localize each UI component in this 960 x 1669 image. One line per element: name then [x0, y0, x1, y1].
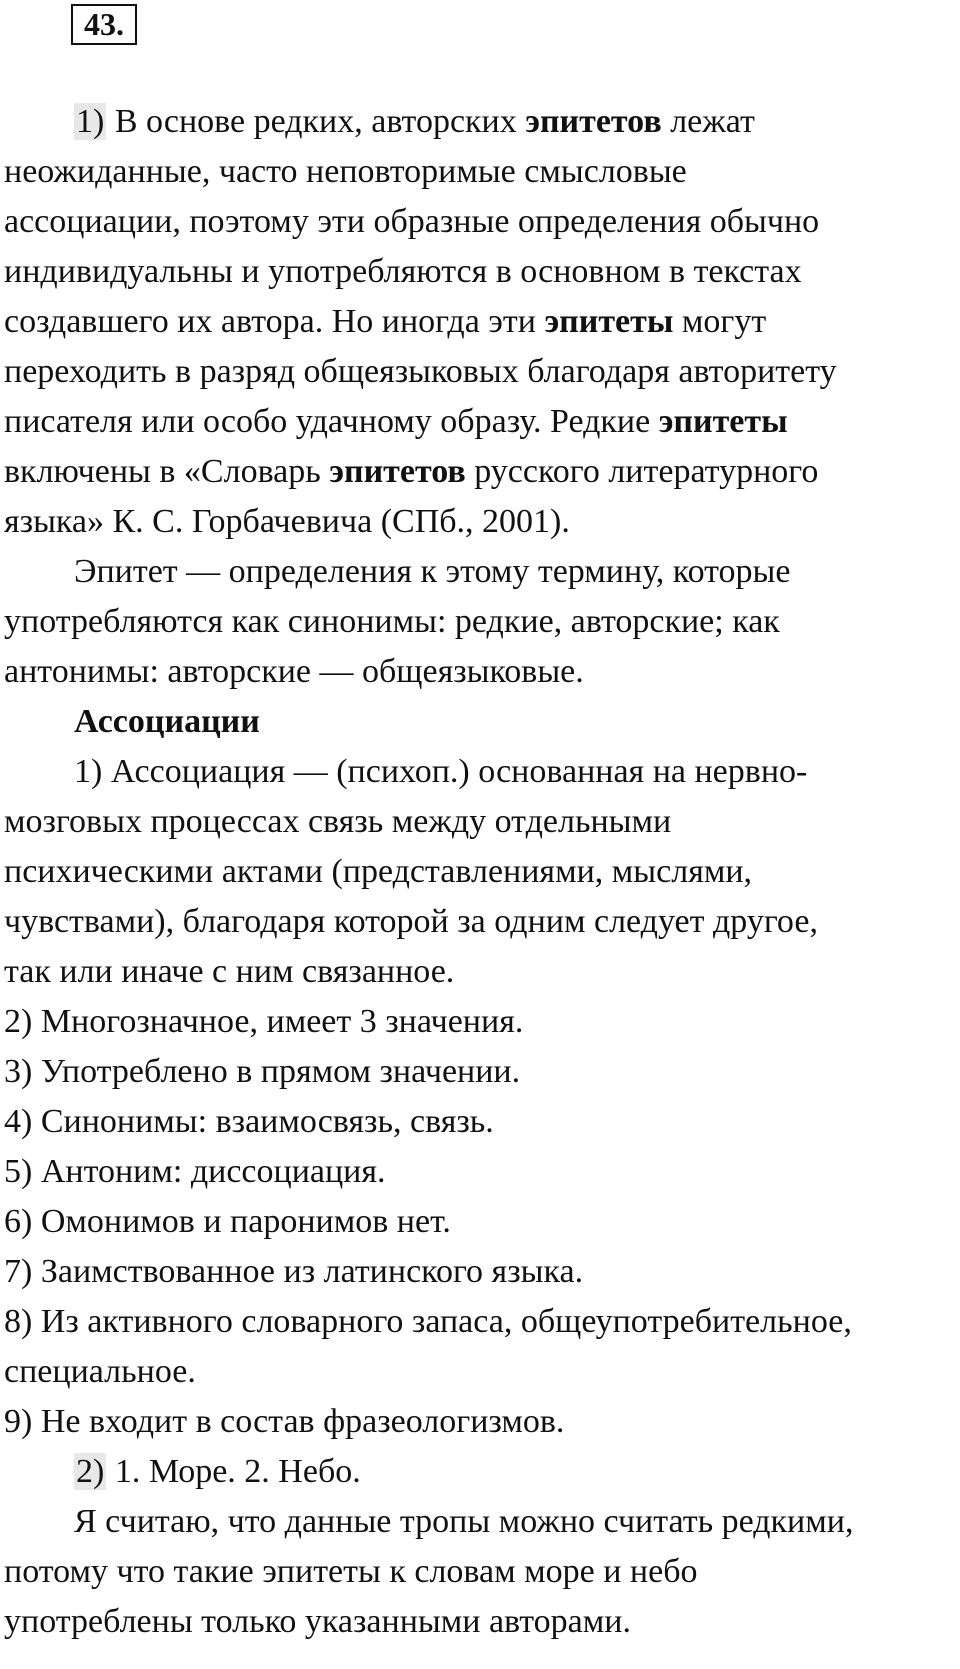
text-line: 1) Ассоциация — (психоп.) основанная на нервно- [74, 753, 808, 790]
text-line: так или иначе с ним связанное. [4, 953, 455, 990]
text-line: 2) 1. Море. 2. Небо. [76, 1453, 361, 1490]
part-1-marker: 1) [76, 103, 105, 140]
list-item: 8) Из активного словарного запаса, общеупотребительное, [4, 1303, 852, 1340]
text-line: употребляются как синонимы: редкие, авторские; как [4, 603, 780, 640]
text-line: психическими актами (представлениями, мыслями, [4, 853, 753, 890]
list-item: 2) Многозначное, имеет 3 значения. [4, 1003, 524, 1040]
section-heading: Ассоциации [74, 703, 260, 740]
text-line: создавшего их автора. Но иногда эти эпитеты могут [4, 303, 767, 340]
text-line: неожиданные, часто неповторимые смысловые [4, 153, 687, 190]
list-item: 3) Употреблено в прямом значении. [4, 1053, 521, 1090]
text-line: языка» К. С. Горбачевича (СПб., 2001). [4, 503, 570, 540]
list-item: 6) Омонимов и паронимов нет. [4, 1203, 451, 1240]
text-line: антонимы: авторские — общеязыковые. [4, 653, 584, 690]
term-epithet: эпитетов [525, 103, 662, 140]
term-epithet: эпитеты [658, 403, 788, 440]
list-item: 7) Заимствованное из латинского языка. [4, 1253, 584, 1290]
text-line: ассоциации, поэтому эти образные определения обычно [4, 203, 820, 240]
term-epithet: эпитеты [544, 303, 674, 340]
text-line: потому что такие эпитеты к словам море и небо [4, 1553, 698, 1590]
list-item: 5) Антоним: диссоциация. [4, 1153, 386, 1190]
text-line: Я считаю, что данные тропы можно считать редкими, [74, 1503, 854, 1540]
term-epithet: эпитетов [329, 453, 466, 490]
answer-text [4, 97, 956, 1647]
part-2-marker: 2) [76, 1453, 105, 1490]
text-line: чувствами), благодаря которой за одним следует другое, [4, 903, 818, 940]
text-line: Эпитет — определения к этому термину, которые [74, 553, 791, 590]
text-line: индивидуальны и употребляются в основном в текстах [4, 253, 802, 290]
text-line: переходить в разряд общеязыковых благодаря авторитету [4, 353, 837, 390]
text-line: специальное. [4, 1353, 196, 1390]
list-item: 9) Не входит в состав фразеологизмов. [4, 1403, 565, 1440]
text-line: употреблены только указанными авторами. [4, 1603, 631, 1640]
text-line: писателя или особо удачному образу. Редкие эпитеты [4, 403, 788, 440]
exercise-number: 43. [71, 4, 137, 45]
text-line: 1) В основе редких, авторских эпитетов лежат [76, 103, 755, 140]
text-line: мозговых процессах связь между отдельными [4, 803, 672, 840]
text-line: включены в «Словарь эпитетов русского литературного [4, 453, 819, 490]
list-item: 4) Синонимы: взаимосвязь, связь. [4, 1103, 494, 1140]
